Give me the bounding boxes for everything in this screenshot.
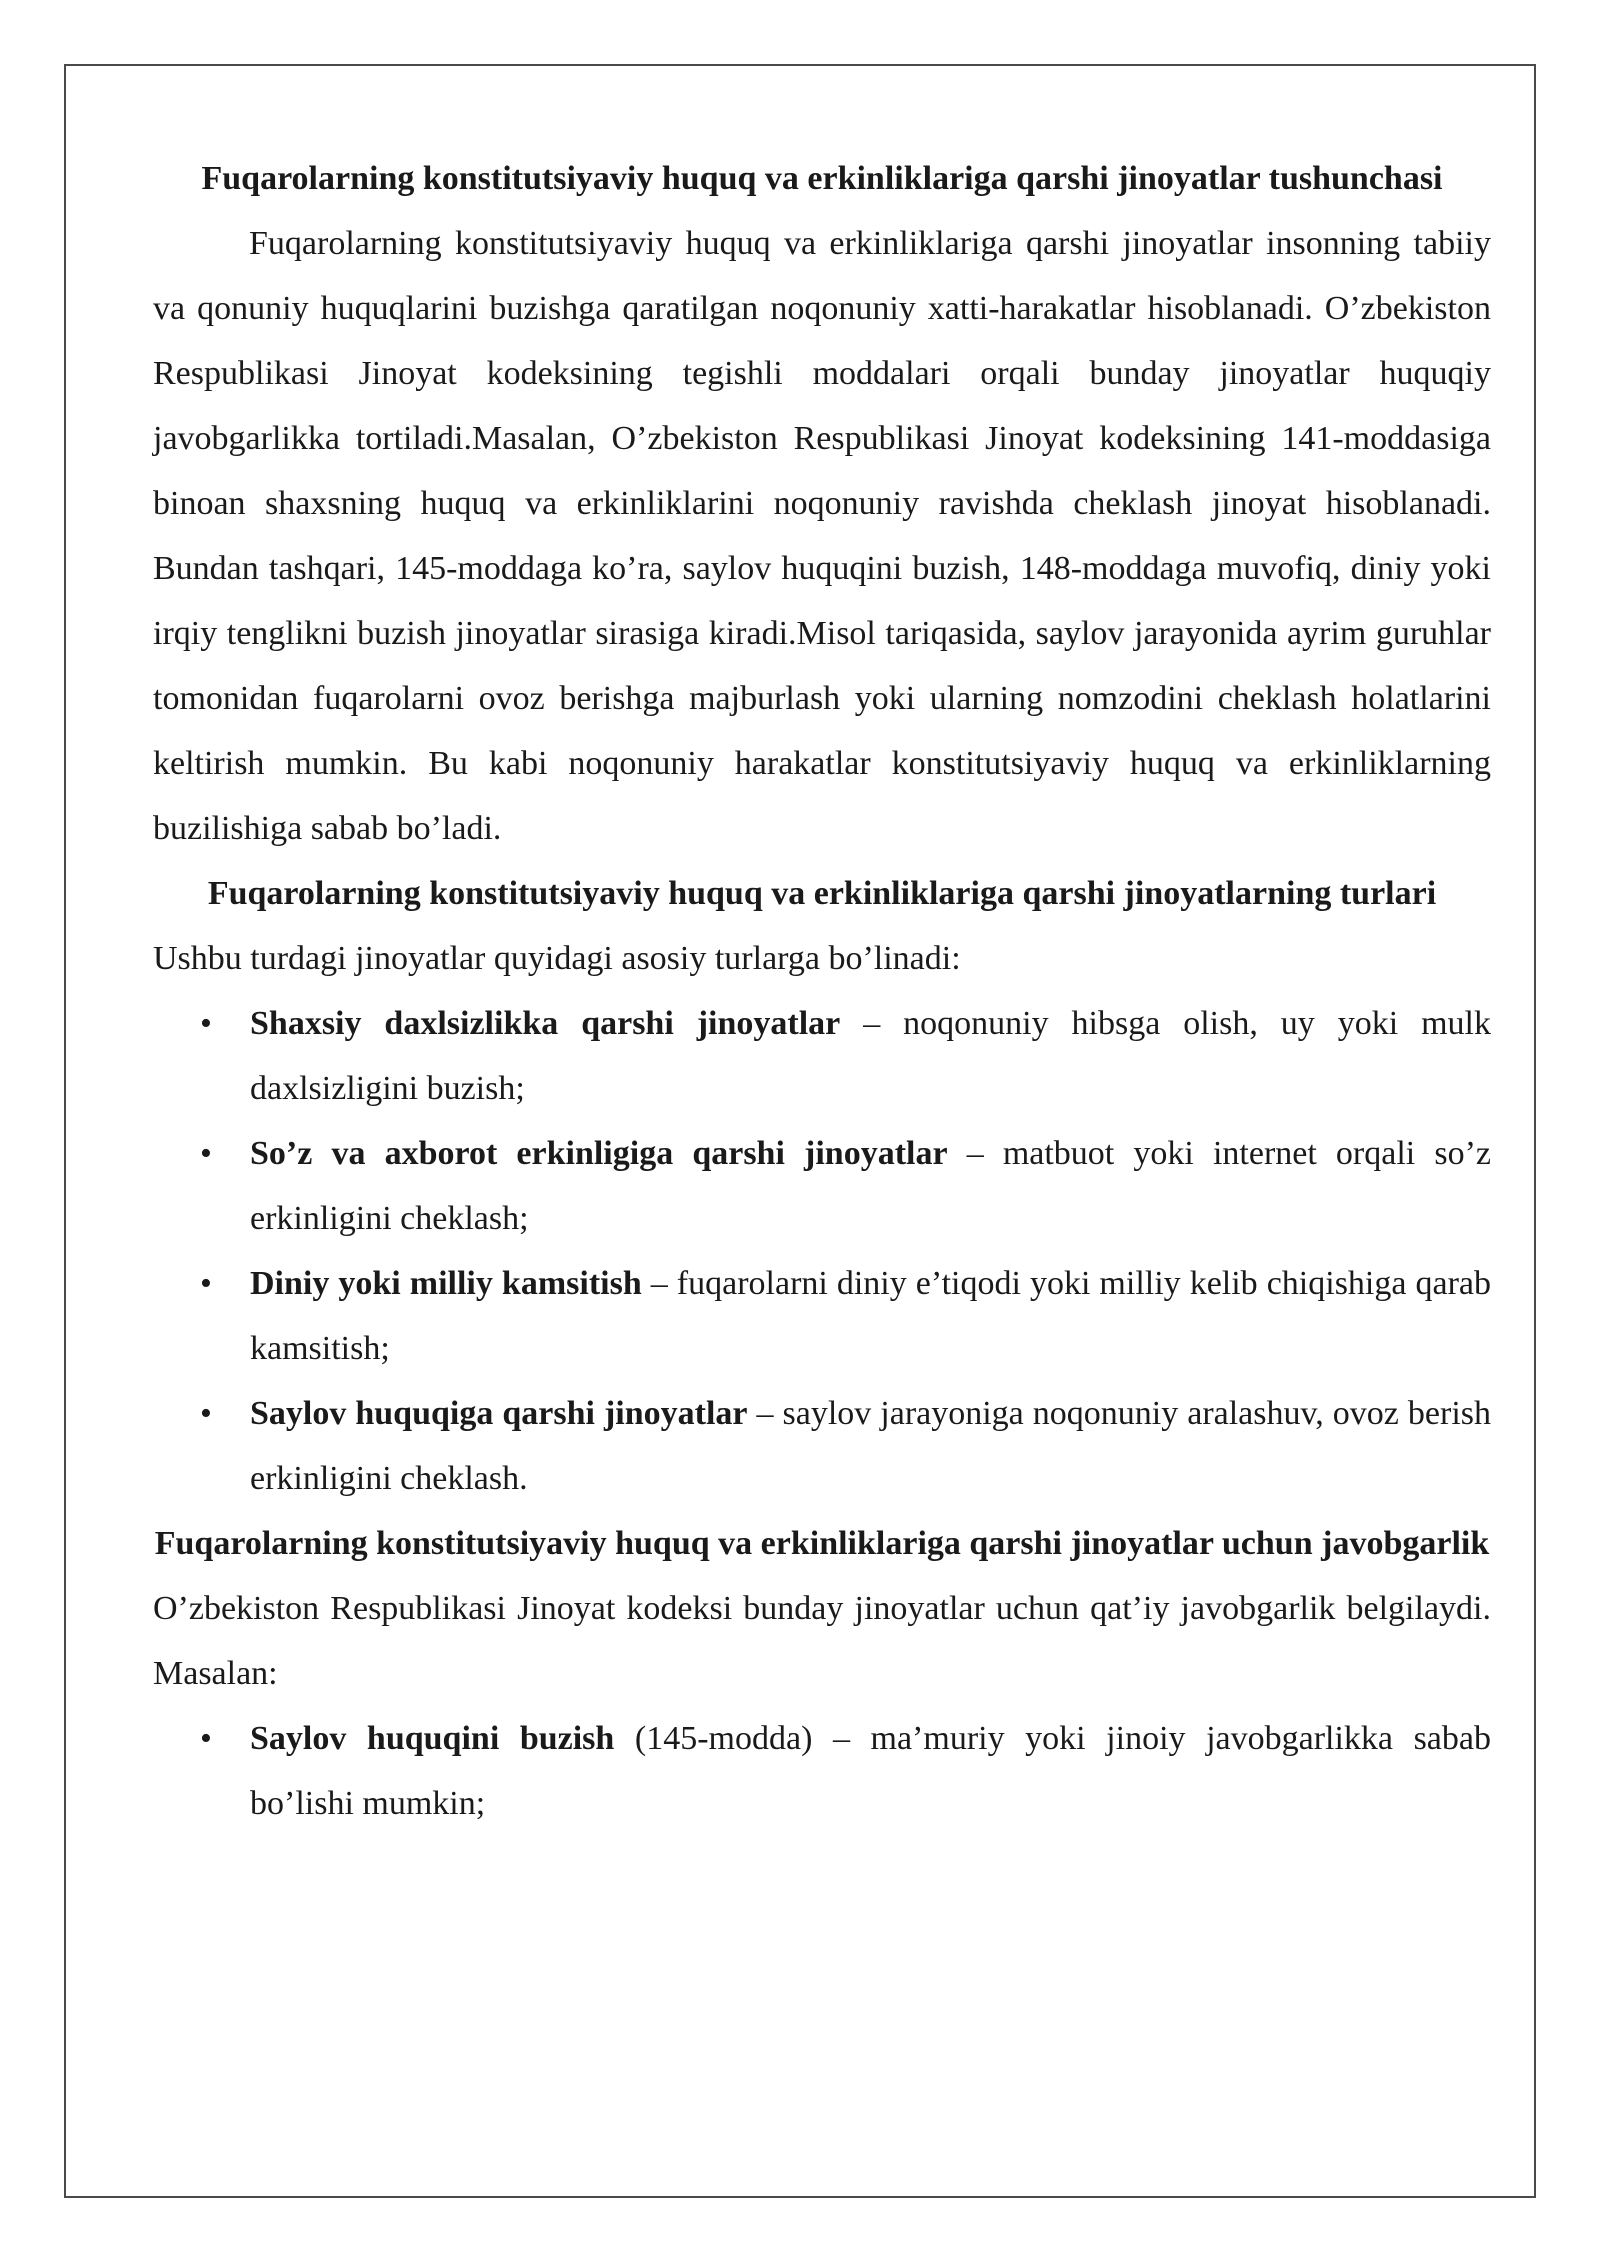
section-heading-types: Fuqarolarning konstitutsiyaviy huquq va erkinliklariga qarshi jinoyatlarning turlari — [207, 875, 1437, 912]
bullet-icon: • — [200, 1395, 212, 1432]
list-item — [153, 1381, 1491, 1511]
intro-paragraph: O’zbekiston Respublikasi Jinoyat kodeksi bunday jinoyatlar uchun qat’iy javobgarlik belgilaydi. Masalan: — [153, 1590, 1491, 1692]
list-item — [153, 1251, 1491, 1381]
bullet-icon: • — [200, 1265, 212, 1302]
item-term: Saylov huquqini buzish — [250, 1720, 615, 1757]
item-term: Diniy yoki milliy kamsitish — [250, 1265, 642, 1302]
item-text: (145-modda) – ma’muriy yoki jinoiy javobgarlikka sabab bo’lishi mumkin; — [250, 1720, 1491, 1822]
item-term: Shaxsiy daxlsizlikka qarshi jinoyatlar — [250, 1005, 841, 1042]
list-item — [153, 1706, 1491, 1836]
types-list — [153, 991, 1491, 1511]
section-heading-concept: Fuqarolarning konstitutsiyaviy huquq va erkinliklariga qarshi jinoyatlar tushunchasi — [201, 160, 1443, 197]
item-text: – noqonuniy hibsga olish, uy yoki mulk daxlsizligini buzish; — [250, 1005, 1491, 1107]
item-text: – matbuot yoki internet orqali so’z erkinligini cheklash; — [250, 1135, 1491, 1237]
bullet-icon: • — [200, 1135, 212, 1172]
bullet-icon: • — [200, 1720, 212, 1757]
section-heading-liability: Fuqarolarning konstitutsiyaviy huquq va erkinliklariga qarshi jinoyatlar uchun javobgarlik — [154, 1525, 1490, 1562]
intro-paragraph: Ushbu turdagi jinoyatlar quyidagi asosiy turlarga bo’linadi: — [153, 940, 961, 977]
list-item — [153, 991, 1491, 1121]
item-text: – fuqarolarni diniy e’tiqodi yoki milliy kelib chiqishiga qarab kamsitish; — [250, 1265, 1491, 1367]
document-body — [153, 146, 1491, 1836]
body-paragraph: Fuqarolarning konstitutsiyaviy huquq va erkinliklariga qarshi jinoyatlar insonning tabiiy va qonuniy huquqlarini buzishga qaratilgan noqonuniy xatti-harakatlar hisoblanadi. O’zbekiston Respublikasi Jinoyat kodeksining tegishli moddalari orqali bunday jinoyatlar huquqiy javobgarlikka tortiladi.Masalan, O’zbekiston Respublikasi Jinoyat kodeksining 141-moddasiga binoan shaxsning huquq va erkinliklarini noqonuniy ravishda cheklash jinoyat hisoblanadi. Bundan tashqari, 145-moddaga ko’ra, saylov huquqini buzish, 148-moddaga muvofiq, diniy yoki irqiy tenglikni buzish jinoyatlar sirasiga kiradi.Misol tariqasida, saylov jarayonida ayrim guruhlar tomonidan fuqarolarni ovoz berishga majburlash yoki ularning nomzodini cheklash holatlarini keltirish mumkin. Bu kabi noqonuniy harakatlar konstitutsiyaviy huquq va erkinliklarning buzilishiga sabab bo’ladi. — [153, 225, 1491, 847]
item-term: So’z va axborot erkinligiga qarshi jinoyatlar — [250, 1135, 948, 1172]
list-item — [153, 1121, 1491, 1251]
bullet-icon: • — [200, 1005, 212, 1042]
item-term: Saylov huquqiga qarshi jinoyatlar — [250, 1395, 748, 1432]
item-text: – saylov jarayoniga noqonuniy aralashuv, ovoz berish erkinligini cheklash. — [250, 1395, 1491, 1497]
liability-list — [153, 1706, 1491, 1836]
